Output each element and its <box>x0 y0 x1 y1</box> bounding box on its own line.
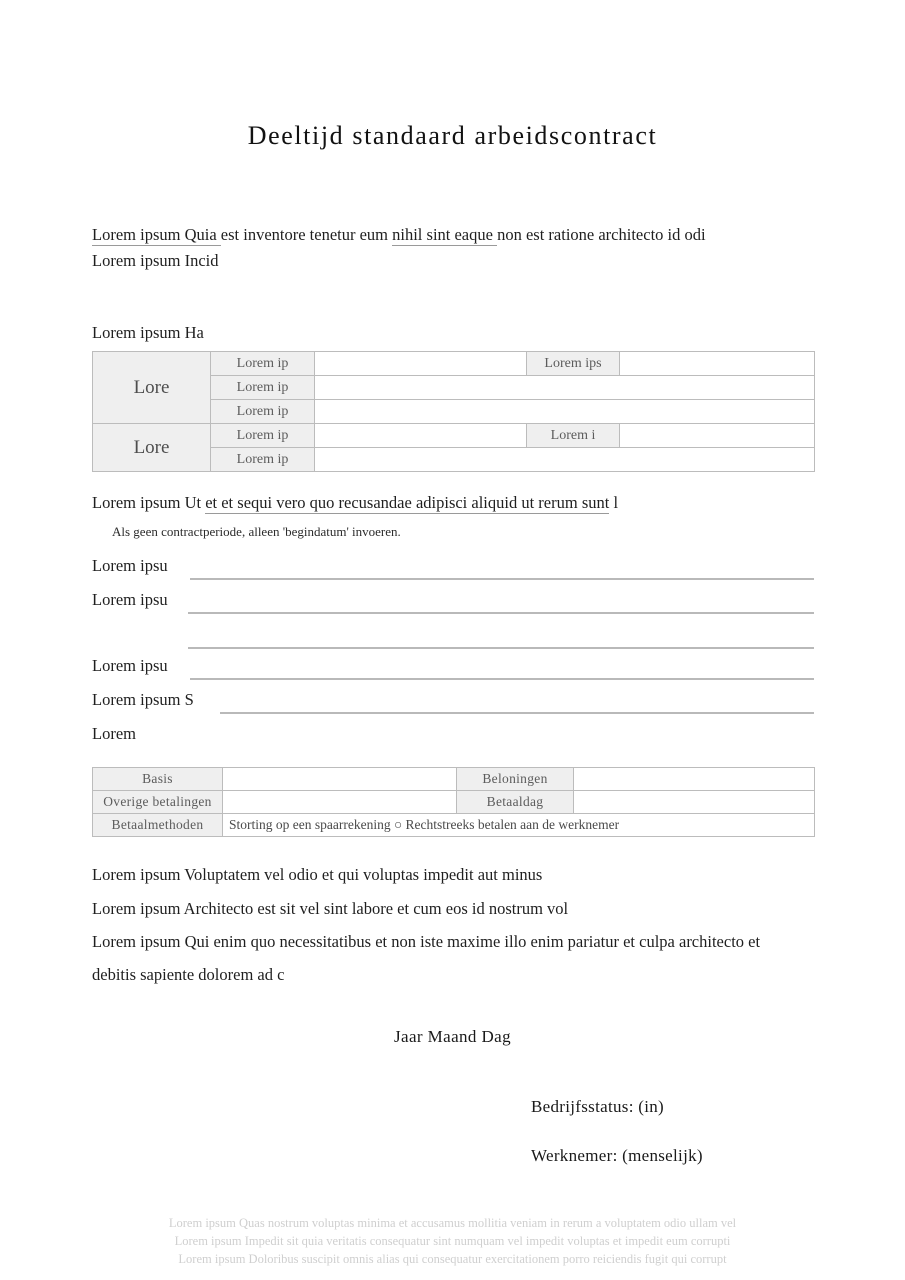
fill-row-4 <box>92 656 814 680</box>
fill-row-2 <box>92 590 814 614</box>
table-one-input-4a[interactable] <box>315 424 527 448</box>
intro-line-2: Lorem ipsum Incid <box>92 251 219 270</box>
intro-paragraph <box>92 222 814 274</box>
payment-details-table <box>92 767 815 837</box>
intro-underlined-field-1[interactable]: Lorem ipsum Quia <box>92 225 221 244</box>
closing-paragraph-3: Lorem ipsum Qui enim quo necessitatibus et non iste maxime illo enim pariatur et culpa architecto et debitis sapiente dolorem ad c <box>92 932 761 984</box>
intro-underlined-field-2[interactable]: nihil sint eaque <box>392 225 498 244</box>
footer-line-3: Lorem ipsum Doloribus suscipit omnis alias qui consequatur exercitationem porro reiciendis fugit qui corrupt <box>178 1252 727 1266</box>
table-one-sublabel-4: Lorem ip <box>211 424 315 448</box>
table-one-sublabel-1: Lorem ip <box>211 352 315 376</box>
table-two-input-overige-betalingen[interactable] <box>223 791 457 814</box>
table-two-input-basis[interactable] <box>223 768 457 791</box>
intro-text-2: non est ratione architecto id odi <box>497 225 706 244</box>
table-one-input-4b[interactable] <box>620 424 815 448</box>
fill-row-2-input[interactable] <box>188 612 814 614</box>
fill-row-5-label: Lorem ipsum S <box>92 690 194 709</box>
section-two-suffix: l <box>609 493 619 512</box>
fill-row-3-input[interactable] <box>188 647 814 649</box>
table-one-sublabel-2: Lorem ip <box>211 376 315 400</box>
fill-row-1-label: Lorem ipsu <box>92 556 168 575</box>
footer-line-1: Lorem ipsum Quas nostrum voluptas minima et accusamus mollitia veniam in rerum a voluptatem odio ullam vel <box>168 1216 737 1230</box>
table-row <box>93 424 815 448</box>
closing-paragraph-1: Lorem ipsum Voluptatem vel odio et qui voluptas impedit aut minus <box>92 865 543 884</box>
section-two-sentence <box>92 493 832 513</box>
table-one-sublabel-3: Lorem ip <box>211 400 315 424</box>
section-one-label: Lorem ipsum Ha <box>92 323 204 342</box>
table-one-inline-label-1: Lorem ips <box>527 352 620 376</box>
table-one-inline-label-2: Lorem i <box>527 424 620 448</box>
fill-row-1 <box>92 556 814 580</box>
closing-paragraph-2: Lorem ipsum Architecto est sit vel sint labore et cum eos id nostrum vol <box>92 899 569 918</box>
table-row <box>93 352 815 376</box>
employment-details-table <box>92 351 815 472</box>
payment-method-options[interactable]: Storting op een spaarrekening ○ Rechtstreeks betalen aan de werknemer <box>223 814 815 837</box>
fill-row-2-label: Lorem ipsu <box>92 590 168 609</box>
signature-company: Bedrijfsstatus: (in) <box>531 1097 665 1116</box>
table-two-label-basis: Basis <box>93 768 223 791</box>
table-one-input-1b[interactable] <box>620 352 815 376</box>
table-two-input-beloningen[interactable] <box>574 768 815 791</box>
table-row <box>93 814 815 837</box>
table-one-input-1a[interactable] <box>315 352 527 376</box>
table-two-input-betaaldag[interactable] <box>574 791 815 814</box>
fill-row-6-label: Lorem <box>92 724 136 743</box>
section-two-prefix: Lorem ipsum Ut <box>92 493 206 512</box>
page-footer <box>0 1214 905 1268</box>
fill-row-3 <box>92 625 814 649</box>
page-title: Deeltijd standaard arbeidscontract <box>247 121 658 151</box>
table-one-input-2[interactable] <box>315 376 815 400</box>
table-two-label-betaaldag: Betaaldag <box>457 791 574 814</box>
fill-row-6 <box>92 724 814 748</box>
fill-row-4-input[interactable] <box>190 678 814 680</box>
table-two-label-betaalmethoden: Betaalmethoden <box>93 814 223 837</box>
fill-row-5 <box>92 690 814 714</box>
footer-line-2: Lorem ipsum Impedit sit quia veritatis consequatur sint numquam vel impedit voluptas et impedit eum corrupti <box>174 1234 731 1248</box>
table-two-label-beloningen: Beloningen <box>457 768 574 791</box>
table-two-label-overige-betalingen: Overige betalingen <box>93 791 223 814</box>
signature-employee: Werknemer: (menselijk) <box>531 1146 703 1165</box>
section-two-hint: Als geen contractperiode, alleen 'begindatum' invoeren. <box>112 524 401 539</box>
table-one-group-two-label: Lore <box>93 424 211 472</box>
section-two-underlined-field[interactable]: et et sequi vero quo recusandae adipisci aliquid ut rerum sunt <box>205 493 610 512</box>
fill-row-4-label: Lorem ipsu <box>92 656 168 675</box>
signature-date: Jaar Maand Dag <box>394 1027 511 1046</box>
fill-row-1-input[interactable] <box>190 578 814 580</box>
intro-text-1: est inventore tenetur eum <box>220 225 393 244</box>
table-one-group-one-label: Lore <box>93 352 211 424</box>
table-one-input-3[interactable] <box>315 400 815 424</box>
fill-row-5-input[interactable] <box>220 712 814 714</box>
table-one-input-5[interactable] <box>315 448 815 472</box>
table-one-sublabel-5: Lorem ip <box>211 448 315 472</box>
table-row <box>93 791 815 814</box>
table-row <box>93 768 815 791</box>
